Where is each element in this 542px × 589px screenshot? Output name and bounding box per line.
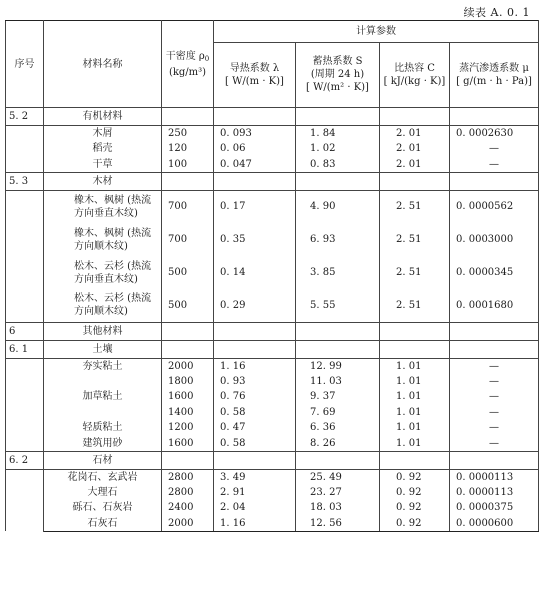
section-empty-cell — [380, 322, 450, 340]
density-cell: 700 — [162, 190, 214, 223]
heat-storage-cell: 7. 69 — [296, 405, 380, 421]
heat-storage-cell: 6. 93 — [296, 223, 380, 256]
material-name-cell: 橡木、枫树 (热流方向垂直木纹) — [44, 190, 162, 223]
specific-heat-cell: 0. 92 — [380, 485, 450, 501]
section-empty-cell — [214, 451, 296, 469]
specific-heat-cell: 2. 51 — [380, 256, 450, 289]
specific-heat-cell: 1. 01 — [380, 389, 450, 405]
permeability-cell: — — [450, 374, 539, 390]
heat-storage-cell: 12. 99 — [296, 358, 380, 374]
section-empty-cell — [214, 172, 296, 190]
material-name-cell: 干草 — [44, 157, 162, 173]
section-empty-cell — [296, 172, 380, 190]
material-name-cell: 建筑用砂 — [44, 436, 162, 452]
header-dry-density: 干密度 $\rho_0$ (kg/m³) — [162, 21, 214, 108]
section-empty-cell — [450, 451, 539, 469]
header-heat-storage: 蓄热系数 S (周期 24 h) [ W/(m² · K)] — [296, 42, 380, 107]
section-empty-cell — [296, 451, 380, 469]
material-name-cell: 石灰石 — [44, 516, 162, 532]
table-body — [6, 108, 539, 532]
table-row — [6, 469, 539, 485]
permeability-cell: 0. 0002630 — [450, 126, 539, 142]
conductivity-cell: 0. 58 — [214, 405, 296, 421]
specific-heat-cell: 2. 51 — [380, 190, 450, 223]
section-empty-cell — [380, 172, 450, 190]
table-row — [6, 223, 539, 256]
permeability-cell: 0. 0000600 — [450, 516, 539, 532]
permeability-cell: — — [450, 405, 539, 421]
section-empty-cell — [214, 108, 296, 126]
conductivity-cell: 0. 29 — [214, 289, 296, 322]
density-cell: 500 — [162, 256, 214, 289]
table-row — [6, 436, 539, 452]
section-number: 5. 3 — [6, 172, 44, 190]
table-caption: 续表 A. 0. 1 — [463, 6, 530, 19]
specific-heat-cell: 0. 92 — [380, 516, 450, 532]
heat-storage-cell: 8. 26 — [296, 436, 380, 452]
density-cell: 2000 — [162, 516, 214, 532]
material-name-cell: 松木、云杉 (热流方向顺木纹) — [44, 289, 162, 322]
section-empty-cell — [380, 340, 450, 358]
density-cell: 2000 — [162, 358, 214, 374]
section-empty-cell — [162, 172, 214, 190]
specific-heat-cell: 2. 01 — [380, 126, 450, 142]
material-name-cell: 轻质粘土 — [44, 420, 162, 436]
section-row — [6, 108, 539, 126]
section-number: 5. 2 — [6, 108, 44, 126]
table-row — [6, 190, 539, 223]
table-header — [6, 21, 539, 108]
heat-storage-cell: 18. 03 — [296, 500, 380, 516]
table-row — [6, 289, 539, 322]
specific-heat-cell: 2. 51 — [380, 223, 450, 256]
density-cell: 2800 — [162, 485, 214, 501]
section-empty-cell — [450, 172, 539, 190]
section-row — [6, 451, 539, 469]
specific-heat-cell: 2. 01 — [380, 141, 450, 157]
material-name-cell — [44, 374, 162, 390]
header-serial-no: 序号 — [6, 21, 44, 108]
material-name-cell: 砾石、石灰岩 — [44, 500, 162, 516]
section-empty-cell — [214, 322, 296, 340]
heat-storage-cell: 23. 27 — [296, 485, 380, 501]
heat-storage-cell: 11. 03 — [296, 374, 380, 390]
density-cell: 500 — [162, 289, 214, 322]
material-name-cell: 加草粘土 — [44, 389, 162, 405]
section-empty-cell — [380, 451, 450, 469]
section-empty-cell — [162, 451, 214, 469]
header-material-name: 材料名称 — [44, 21, 162, 108]
row-number-cell — [6, 126, 44, 173]
conductivity-cell: 0. 093 — [214, 126, 296, 142]
section-empty-cell — [162, 108, 214, 126]
header-thermal-conductivity: 导热系数 λ [ W/(m · K)] — [214, 42, 296, 107]
conductivity-cell: 1. 16 — [214, 358, 296, 374]
table-row — [6, 485, 539, 501]
section-empty-cell — [450, 322, 539, 340]
permeability-cell: — — [450, 157, 539, 173]
heat-storage-cell: 1. 02 — [296, 141, 380, 157]
conductivity-cell: 0. 58 — [214, 436, 296, 452]
section-title: 木材 — [44, 172, 162, 190]
permeability-cell: — — [450, 420, 539, 436]
heat-storage-cell: 3. 85 — [296, 256, 380, 289]
conductivity-cell: 0. 76 — [214, 389, 296, 405]
conductivity-cell: 0. 35 — [214, 223, 296, 256]
table-row — [6, 405, 539, 421]
header-specific-heat: 比热容 C [ kJ/(kg · K)] — [380, 42, 450, 107]
heat-storage-cell: 0. 83 — [296, 157, 380, 173]
density-cell: 1800 — [162, 374, 214, 390]
table-row — [6, 420, 539, 436]
section-empty-cell — [296, 340, 380, 358]
density-cell: 1600 — [162, 389, 214, 405]
row-number-cell — [6, 358, 44, 451]
conductivity-cell: 0. 047 — [214, 157, 296, 173]
conductivity-cell: 2. 04 — [214, 500, 296, 516]
heat-storage-cell: 6. 36 — [296, 420, 380, 436]
material-name-cell: 橡木、枫树 (热流方向顺木纹) — [44, 223, 162, 256]
section-empty-cell — [296, 322, 380, 340]
specific-heat-cell: 0. 92 — [380, 500, 450, 516]
permeability-cell: — — [450, 358, 539, 374]
density-cell: 1200 — [162, 420, 214, 436]
specific-heat-cell: 2. 51 — [380, 289, 450, 322]
conductivity-cell: 0. 47 — [214, 420, 296, 436]
heat-storage-cell: 1. 84 — [296, 126, 380, 142]
permeability-cell: 0. 0000113 — [450, 469, 539, 485]
material-name-cell: 大理石 — [44, 485, 162, 501]
section-title: 土壤 — [44, 340, 162, 358]
section-number: 6. 1 — [6, 340, 44, 358]
material-name-cell: 夯实粘土 — [44, 358, 162, 374]
row-number-cell — [6, 469, 44, 531]
permeability-cell: 0. 0000375 — [450, 500, 539, 516]
section-empty-cell — [296, 108, 380, 126]
permeability-cell: 0. 0000345 — [450, 256, 539, 289]
table-row — [6, 374, 539, 390]
row-number-cell — [6, 190, 44, 322]
density-cell: 700 — [162, 223, 214, 256]
material-parameters-table — [5, 20, 539, 532]
section-row — [6, 340, 539, 358]
material-name-cell: 松木、云杉 (热流方向垂直木纹) — [44, 256, 162, 289]
specific-heat-cell: 2. 01 — [380, 157, 450, 173]
table-row — [6, 358, 539, 374]
heat-storage-cell: 4. 90 — [296, 190, 380, 223]
heat-storage-cell: 9. 37 — [296, 389, 380, 405]
density-cell: 2400 — [162, 500, 214, 516]
material-name-cell: 花岗石、玄武岩 — [44, 469, 162, 485]
section-number: 6 — [6, 322, 44, 340]
section-empty-cell — [450, 340, 539, 358]
conductivity-cell: 3. 49 — [214, 469, 296, 485]
section-empty-cell — [214, 340, 296, 358]
density-cell: 120 — [162, 141, 214, 157]
table-row — [6, 516, 539, 532]
table-row — [6, 256, 539, 289]
table-row — [6, 389, 539, 405]
permeability-cell: — — [450, 141, 539, 157]
table-row — [6, 500, 539, 516]
density-cell: 2800 — [162, 469, 214, 485]
section-empty-cell — [450, 108, 539, 126]
density-cell: 1600 — [162, 436, 214, 452]
section-empty-cell — [380, 108, 450, 126]
density-cell: 250 — [162, 126, 214, 142]
specific-heat-cell: 1. 01 — [380, 374, 450, 390]
conductivity-cell: 0. 06 — [214, 141, 296, 157]
conductivity-cell: 2. 91 — [214, 485, 296, 501]
section-title: 有机材料 — [44, 108, 162, 126]
heat-storage-cell: 25. 49 — [296, 469, 380, 485]
conductivity-cell: 0. 17 — [214, 190, 296, 223]
conductivity-cell: 1. 16 — [214, 516, 296, 532]
permeability-cell: 0. 0000113 — [450, 485, 539, 501]
heat-storage-cell: 5. 55 — [296, 289, 380, 322]
permeability-cell: 0. 0000562 — [450, 190, 539, 223]
section-row — [6, 322, 539, 340]
section-row — [6, 172, 539, 190]
material-name-cell: 木屑 — [44, 126, 162, 142]
header-calc-params: 计算参数 — [214, 21, 539, 43]
material-name-cell: 稻壳 — [44, 141, 162, 157]
specific-heat-cell: 1. 01 — [380, 358, 450, 374]
density-cell: 100 — [162, 157, 214, 173]
specific-heat-cell: 0. 92 — [380, 469, 450, 485]
section-title: 石材 — [44, 451, 162, 469]
table-row — [6, 141, 539, 157]
specific-heat-cell: 1. 01 — [380, 405, 450, 421]
section-empty-cell — [162, 340, 214, 358]
conductivity-cell: 0. 14 — [214, 256, 296, 289]
density-cell: 1400 — [162, 405, 214, 421]
section-empty-cell — [162, 322, 214, 340]
header-vapor-permeability: 蒸汽渗透系数 μ [ g/(m · h · Pa)] — [450, 42, 539, 107]
table-row — [6, 126, 539, 142]
conductivity-cell: 0. 93 — [214, 374, 296, 390]
specific-heat-cell: 1. 01 — [380, 436, 450, 452]
permeability-cell: 0. 0003000 — [450, 223, 539, 256]
section-title: 其他材料 — [44, 322, 162, 340]
table-row — [6, 157, 539, 173]
heat-storage-cell: 12. 56 — [296, 516, 380, 532]
material-name-cell — [44, 405, 162, 421]
permeability-cell: 0. 0001680 — [450, 289, 539, 322]
specific-heat-cell: 1. 01 — [380, 420, 450, 436]
permeability-cell: — — [450, 436, 539, 452]
section-number: 6. 2 — [6, 451, 44, 469]
permeability-cell: — — [450, 389, 539, 405]
